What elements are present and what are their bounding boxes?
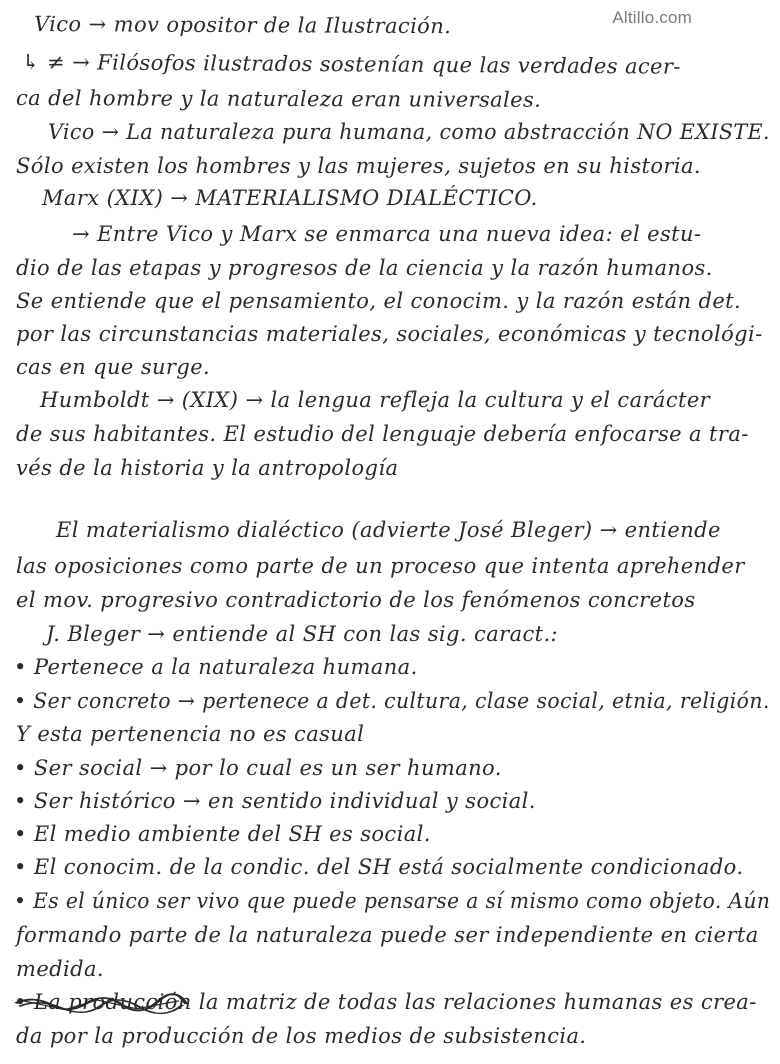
bullet-item: • El conocim. de la condic. del SH está socialmente condicionado. [14, 855, 744, 879]
bullet-item [14, 990, 757, 1014]
note-line: Se entiende que el pensamiento, el conocim. y la razón están det. [16, 289, 742, 313]
note-line: Vico → La naturaleza pura humana, como abstracción NO EXISTE. [48, 120, 770, 144]
note-line: ca del hombre y la naturaleza eran universales. [15, 86, 542, 112]
note-line: cas en que surge. [16, 355, 211, 379]
bullet-item: • Ser concreto → pertenece a det. cultura, clase social, etnia, religión. [14, 689, 770, 713]
note-line: J. Bleger → entiende al SH con las sig. caract.: [46, 622, 559, 646]
bullet-item: • Es el único ser vivo que puede pensarse a sí mismo como objeto. Aún [14, 889, 771, 913]
note-line: Sólo existen los hombres y las mujeres, sujetos en su historia. [16, 154, 701, 178]
note-line: el mov. progresivo contradictorio de los fenómenos concretos [16, 588, 696, 612]
note-line: vés de la historia y la antropología [16, 456, 399, 480]
note-line: Humboldt → (XIX) → la lengua refleja la cultura y el carácter [40, 388, 711, 412]
crossed-out-text [14, 990, 192, 1014]
bullet-item: • El medio ambiente del SH es social. [14, 822, 431, 846]
note-line: → Entre Vico y Marx se enmarca una nueva idea: el estu- [72, 222, 702, 246]
note-line: las oposiciones como parte de un proceso que intenta aprehender [16, 554, 745, 578]
note-line: medida. [16, 957, 104, 981]
note-line: dio de las etapas y progresos de la ciencia y la razón humanos. [16, 256, 713, 280]
note-line: El materialismo dialéctico (advierte José Bleger) → entiende [56, 518, 721, 542]
bullet-item-text: la matriz de todas las relaciones humanas es crea- [198, 990, 757, 1014]
bullet-item: • Pertenece a la naturaleza humana. [14, 655, 418, 679]
crossed-out-words: • La producción [14, 990, 192, 1014]
note-line: Y esta pertenencia no es casual [16, 722, 365, 746]
watermark: Altillo.com [612, 8, 692, 27]
note-line: Marx (XIX) → MATERIALISMO DIALÉCTICO. [42, 186, 538, 210]
note-line: por las circunstancias materiales, sociales, económicas y tecnológi- [16, 322, 763, 346]
note-line: ↳ ≠ → Filósofos ilustrados sostenían que las verdades acer- [21, 50, 681, 79]
note-line: Vico → mov opositor de la Ilustración. [33, 12, 452, 39]
note-line: formando parte de la naturaleza puede ser independiente en cierta [16, 923, 759, 947]
note-line: da por la producción de los medios de subsistencia. [16, 1024, 587, 1048]
note-line: de sus habitantes. El estudio del lenguaje debería enfocarse a tra- [16, 422, 749, 446]
bullet-item: • Ser social → por lo cual es un ser humano. [14, 756, 502, 780]
scribble-strike-icon [12, 992, 190, 1016]
bullet-item: • Ser histórico → en sentido individual y social. [14, 789, 536, 813]
